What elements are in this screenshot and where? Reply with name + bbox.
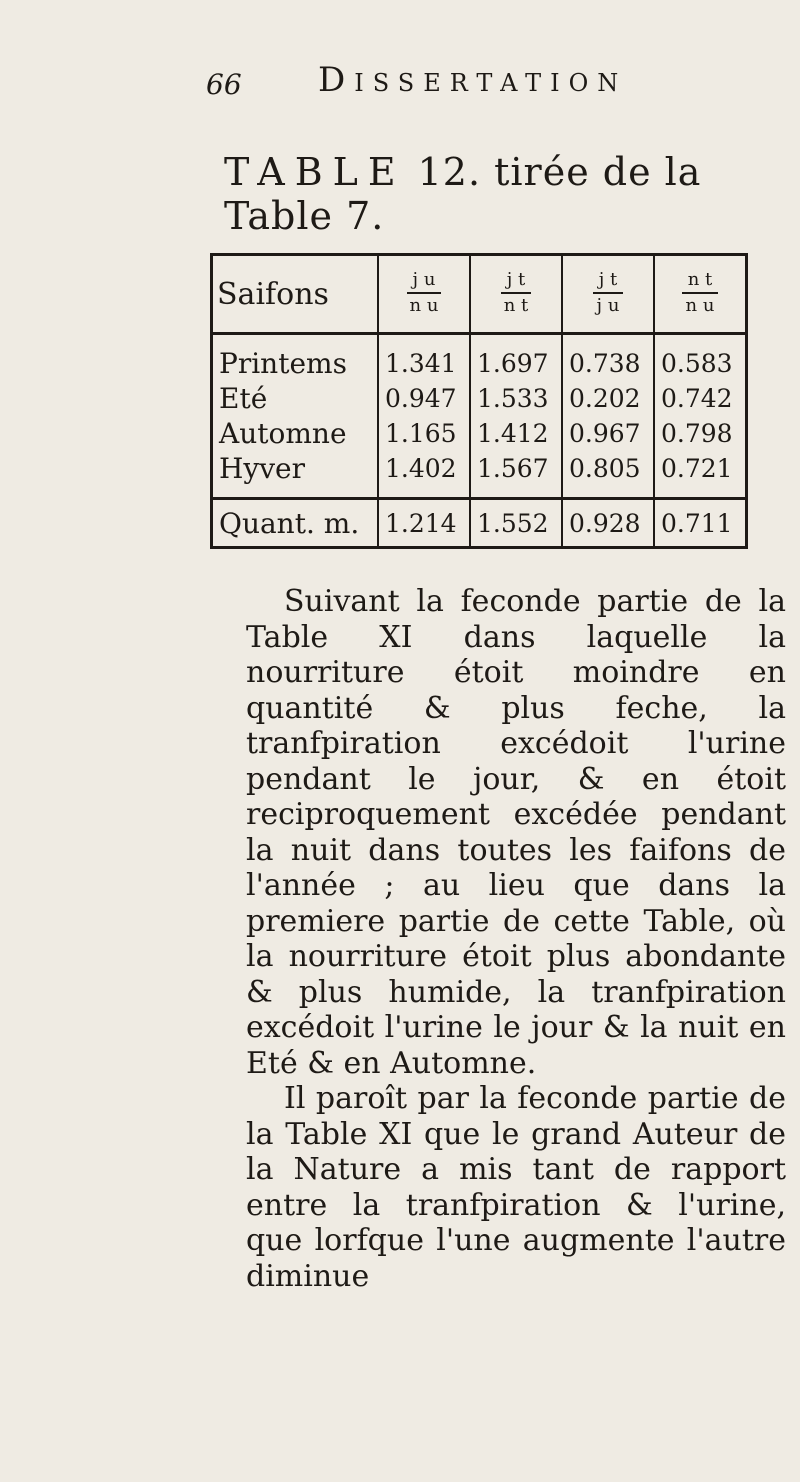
value-cell: 1.533 <box>470 381 562 416</box>
table-caption: 12. tirée de la Table 7. <box>224 150 702 238</box>
table-label: TABLE <box>224 150 406 194</box>
fraction-numerator: n t <box>682 271 719 294</box>
paragraph: Il paroît par la feconde partie de la Table XI que le grand Auteur de la Nature a mis tant de rapport entre la tranfpiration & l'urine, que lorfque l'une augmente l'autre diminue <box>246 1081 786 1294</box>
fraction <box>682 271 719 315</box>
fraction-denominator: n u <box>409 295 439 316</box>
value-cell: 0.805 <box>562 451 654 499</box>
value-cell: 0.721 <box>654 451 747 499</box>
total-value-cell: 0.711 <box>654 499 747 548</box>
value-cell: 1.412 <box>470 416 562 451</box>
value-cell: 1.341 <box>378 334 470 382</box>
page-number: 66 <box>206 68 242 101</box>
value-cell: 1.567 <box>470 451 562 499</box>
value-cell: 0.738 <box>562 334 654 382</box>
fraction <box>407 271 442 315</box>
header-ratio-jt-nt <box>470 255 562 334</box>
header-ratio-jt-ju <box>562 255 654 334</box>
table-title <box>224 150 800 238</box>
data-table <box>210 253 748 549</box>
value-cell: 0.202 <box>562 381 654 416</box>
value-cell: 0.742 <box>654 381 747 416</box>
fraction <box>593 271 624 315</box>
season-cell: Automne <box>219 417 347 450</box>
season-cell: Eté <box>219 382 268 415</box>
table-header-row <box>212 255 747 334</box>
header-seasons: Saifons <box>212 255 379 334</box>
header-ratio-ju-nu <box>378 255 470 334</box>
fraction-denominator: n u <box>685 295 715 316</box>
total-value-cell: 1.552 <box>470 499 562 548</box>
fraction-denominator: n t <box>503 295 529 316</box>
value-cell: 0.798 <box>654 416 747 451</box>
fraction-denominator: j u <box>596 295 620 316</box>
table-row <box>212 381 747 416</box>
table-row <box>212 416 747 451</box>
total-label-cell: Quant. m. <box>212 499 379 548</box>
value-cell: 0.967 <box>562 416 654 451</box>
value-cell: 1.402 <box>378 451 470 499</box>
paragraph: Suivant la feconde partie de la Table XI dans laquelle la nourriture étoit moindre en quantité & plus feche, la tranfpiration excédoit l'urine pendant le jour, & en étoit reciproquement excédée pendant la nuit dans toutes les faifons de l'année ; au lieu que dans la premiere partie de cette Table, où la nourriture étoit plus abondante & plus humide, la tranfpiration excédoit l'urine le jour & la nuit en Eté & en Automne. <box>246 584 786 1081</box>
header-ratio-nt-nu <box>654 255 747 334</box>
fraction-numerator: j t <box>593 271 624 294</box>
table-total-row <box>212 499 747 548</box>
running-head: Dissertation <box>318 60 628 100</box>
table-row <box>212 334 747 382</box>
table-row <box>212 451 747 499</box>
season-cell: Printems <box>219 347 347 380</box>
fraction-numerator: j t <box>501 271 532 294</box>
body-text <box>246 584 786 1294</box>
fraction <box>501 271 532 315</box>
value-cell: 1.165 <box>378 416 470 451</box>
value-cell: 0.947 <box>378 381 470 416</box>
fraction-numerator: j u <box>407 271 442 294</box>
total-value-cell: 0.928 <box>562 499 654 548</box>
value-cell: 1.697 <box>470 334 562 382</box>
value-cell: 0.583 <box>654 334 747 382</box>
total-value-cell: 1.214 <box>378 499 470 548</box>
season-cell: Hyver <box>219 452 306 485</box>
